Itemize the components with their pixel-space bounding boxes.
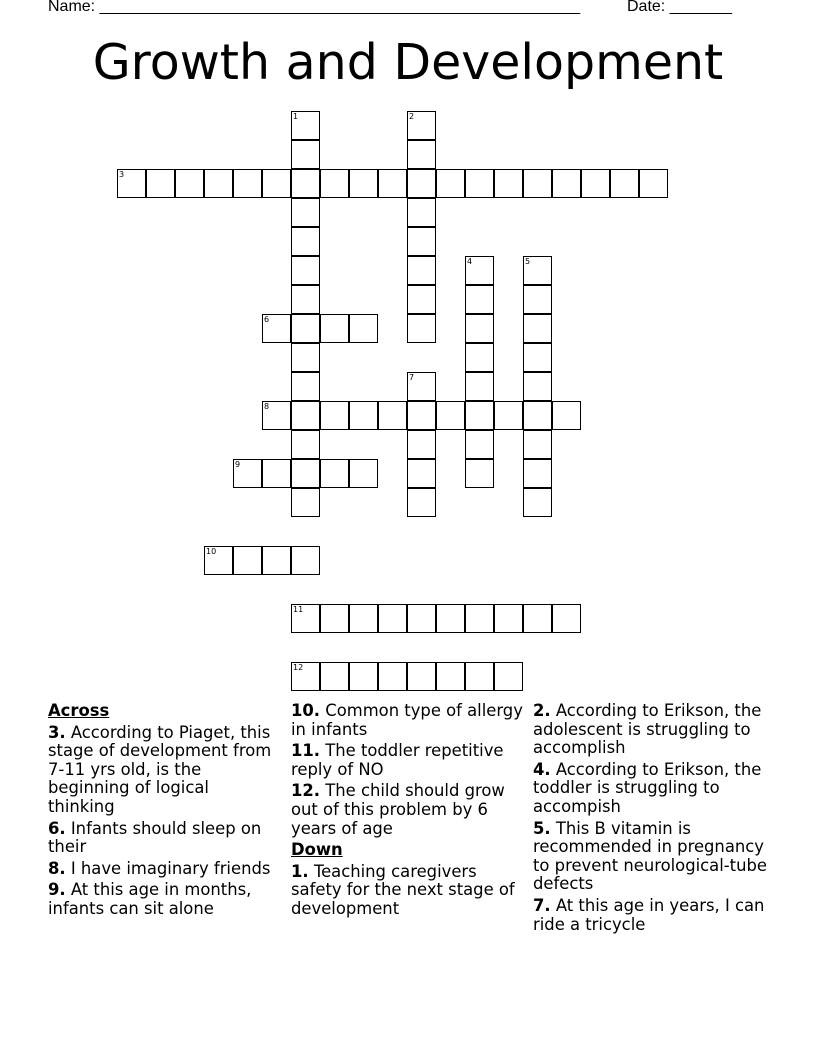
clue-text: This B vitamin is recommended in pregnancy to prevent neurological-tube defects: [533, 818, 767, 894]
crossword-cell[interactable]: [291, 430, 320, 459]
cell-number: 6: [264, 315, 270, 324]
crossword-cell[interactable]: [436, 662, 465, 691]
clue-number: 9.: [48, 880, 66, 900]
crossword-cell[interactable]: [610, 169, 639, 198]
crossword-cell[interactable]: [349, 604, 378, 633]
crossword-cell[interactable]: [465, 459, 494, 488]
crossword-cell[interactable]: [465, 314, 494, 343]
crossword-cell[interactable]: [291, 343, 320, 372]
crossword-cell[interactable]: [146, 169, 175, 198]
crossword-cell[interactable]: [494, 401, 523, 430]
clue-across-8: [48, 860, 280, 879]
clue-number: 7.: [533, 895, 551, 915]
clue-number: 8.: [48, 858, 66, 878]
crossword-cell[interactable]: [552, 169, 581, 198]
crossword-cell[interactable]: [291, 256, 320, 285]
clue-number: 5.: [533, 818, 551, 838]
crossword-cell[interactable]: [291, 662, 320, 691]
crossword-cell[interactable]: [320, 169, 349, 198]
crossword-cell[interactable]: [523, 459, 552, 488]
crossword-cell[interactable]: [436, 169, 465, 198]
clue-number: 4.: [533, 759, 551, 779]
clue-column-1: [48, 702, 280, 922]
clue-down-7: [533, 897, 773, 934]
crossword-cell[interactable]: [291, 227, 320, 256]
clue-across-6: [48, 820, 280, 857]
crossword-cell[interactable]: [407, 111, 436, 140]
crossword-cell[interactable]: [465, 430, 494, 459]
cell-number: 10: [206, 547, 217, 556]
crossword-cell[interactable]: [465, 372, 494, 401]
clue-text: I have imaginary friends: [65, 858, 271, 878]
crossword-cell[interactable]: [523, 401, 552, 430]
crossword-cell[interactable]: [262, 169, 291, 198]
clue-number: 1.: [291, 861, 309, 881]
clue-down-2: [533, 702, 773, 758]
clue-column-2: [291, 702, 523, 922]
crossword-cell[interactable]: [291, 198, 320, 227]
crossword-cell[interactable]: [436, 401, 465, 430]
crossword-cell[interactable]: [378, 169, 407, 198]
crossword-cell[interactable]: [407, 285, 436, 314]
crossword-cell[interactable]: [523, 169, 552, 198]
cell-number: 4: [467, 257, 473, 266]
crossword-cell[interactable]: [262, 546, 291, 575]
clue-text: According to Erikson, the toddler is struggling to accompish: [533, 759, 762, 816]
crossword-cell[interactable]: [378, 401, 407, 430]
crossword-cell[interactable]: [407, 430, 436, 459]
crossword-cell[interactable]: [291, 488, 320, 517]
clue-down-4: [533, 761, 773, 817]
clue-number: 11.: [291, 741, 321, 761]
crossword-cell[interactable]: [233, 546, 262, 575]
cell-number: 12: [293, 663, 304, 672]
across-heading: Across: [48, 701, 110, 720]
clue-number: 6.: [48, 818, 66, 838]
cell-number: 2: [409, 112, 415, 121]
crossword-cell[interactable]: [552, 401, 581, 430]
crossword-cell[interactable]: [407, 488, 436, 517]
crossword-cell[interactable]: [175, 169, 204, 198]
crossword-cell[interactable]: [494, 169, 523, 198]
cell-number: 1: [293, 112, 299, 121]
clue-text: Teaching caregivers safety for the next stage of development: [291, 861, 515, 918]
crossword-cell[interactable]: [117, 169, 146, 198]
crossword-cell[interactable]: [320, 401, 349, 430]
crossword-cell[interactable]: [465, 604, 494, 633]
cell-number: 8: [264, 402, 270, 411]
crossword-cell[interactable]: [233, 169, 262, 198]
crossword-cell[interactable]: [494, 662, 523, 691]
crossword-cell[interactable]: [320, 314, 349, 343]
cell-number: 5: [525, 257, 531, 266]
crossword-cell[interactable]: [407, 198, 436, 227]
crossword-cell[interactable]: [291, 111, 320, 140]
crossword-cell[interactable]: [639, 169, 668, 198]
crossword-cell[interactable]: [407, 314, 436, 343]
crossword-cell[interactable]: [523, 285, 552, 314]
clue-number: 12.: [291, 781, 321, 801]
clue-text: The toddler repetitive reply of NO: [291, 741, 504, 779]
down-heading: Down: [291, 840, 343, 860]
crossword-cell[interactable]: [523, 604, 552, 633]
crossword-cell[interactable]: [291, 169, 320, 198]
date-field-label: Date: _______: [627, 0, 732, 15]
crossword-cell[interactable]: [494, 604, 523, 633]
name-field-label: Name: ______________________________________________________: [48, 0, 581, 15]
crossword-cell[interactable]: [407, 372, 436, 401]
clue-number: 10.: [291, 701, 321, 720]
crossword-cell[interactable]: [465, 401, 494, 430]
clue-text: According to Erikson, the adolescent is struggling to accomplish: [533, 701, 762, 758]
clue-column-3: [533, 702, 773, 937]
crossword-cell[interactable]: [465, 343, 494, 372]
crossword-cell[interactable]: [291, 459, 320, 488]
crossword-cell[interactable]: [523, 430, 552, 459]
crossword-cell[interactable]: [407, 256, 436, 285]
crossword-cell[interactable]: [378, 662, 407, 691]
crossword-cell[interactable]: [291, 372, 320, 401]
crossword-cell[interactable]: [436, 604, 465, 633]
crossword-cell[interactable]: [581, 169, 610, 198]
clue-across-12: [291, 782, 523, 838]
clue-across-10: [291, 702, 523, 739]
clue-down-5: [533, 820, 773, 894]
crossword-cell[interactable]: [407, 140, 436, 169]
cell-number: 11: [293, 605, 304, 614]
puzzle-title: Growth and Development: [92, 34, 724, 91]
crossword-cell[interactable]: [378, 604, 407, 633]
clue-across-11: [291, 742, 523, 779]
crossword-cell[interactable]: [262, 401, 291, 430]
crossword-cell[interactable]: [523, 343, 552, 372]
cell-number: 9: [235, 460, 241, 469]
crossword-cell[interactable]: [291, 140, 320, 169]
crossword-cell[interactable]: [523, 372, 552, 401]
cell-number: 7: [409, 373, 415, 382]
crossword-cell[interactable]: [523, 256, 552, 285]
crossword-cell[interactable]: [465, 285, 494, 314]
clue-number: 2.: [533, 701, 551, 720]
crossword-cell[interactable]: [407, 662, 436, 691]
clue-text: At this age in months, infants can sit alone: [48, 880, 252, 918]
crossword-cell[interactable]: [407, 227, 436, 256]
clue-text: The child should grow out of this problem by 6 years of age: [291, 781, 505, 838]
crossword-cell[interactable]: [233, 459, 262, 488]
crossword-cell[interactable]: [262, 314, 291, 343]
crossword-cell[interactable]: [262, 459, 291, 488]
clue-text: Common type of allergy in infants: [291, 701, 523, 739]
cell-number: 3: [119, 170, 125, 179]
crossword-cell[interactable]: [465, 256, 494, 285]
crossword-cell[interactable]: [349, 169, 378, 198]
crossword-cell[interactable]: [320, 662, 349, 691]
crossword-cell[interactable]: [349, 662, 378, 691]
crossword-cell[interactable]: [291, 401, 320, 430]
crossword-cell[interactable]: [349, 459, 378, 488]
crossword-cell[interactable]: [291, 314, 320, 343]
clue-across-9: [48, 881, 280, 918]
crossword-cell[interactable]: [291, 604, 320, 633]
crossword-cell[interactable]: [204, 546, 233, 575]
crossword-cell[interactable]: [349, 314, 378, 343]
crossword-cell[interactable]: [349, 401, 378, 430]
clue-across-3: [48, 724, 280, 817]
crossword-cell[interactable]: [320, 604, 349, 633]
clue-text: Infants should sleep on their: [48, 818, 262, 857]
crossword-cell[interactable]: [407, 401, 436, 430]
clue-down-1: [291, 863, 523, 919]
crossword-cell[interactable]: [291, 546, 320, 575]
crossword-cell[interactable]: [204, 169, 233, 198]
crossword-cell[interactable]: [523, 488, 552, 517]
crossword-cell[interactable]: [320, 459, 349, 488]
crossword-cell[interactable]: [407, 169, 436, 198]
crossword-cell[interactable]: [407, 459, 436, 488]
crossword-cell[interactable]: [552, 604, 581, 633]
crossword-cell[interactable]: [523, 314, 552, 343]
crossword-cell[interactable]: [465, 169, 494, 198]
clue-text: At this age in years, I can ride a tricycle: [533, 895, 765, 934]
crossword-cell[interactable]: [291, 285, 320, 314]
clue-text: According to Piaget, this stage of development from 7-11 yrs old, is the beginning of logical thinking: [48, 722, 272, 816]
crossword-cell[interactable]: [407, 604, 436, 633]
clue-number: 3.: [48, 722, 66, 742]
crossword-cell[interactable]: [465, 662, 494, 691]
